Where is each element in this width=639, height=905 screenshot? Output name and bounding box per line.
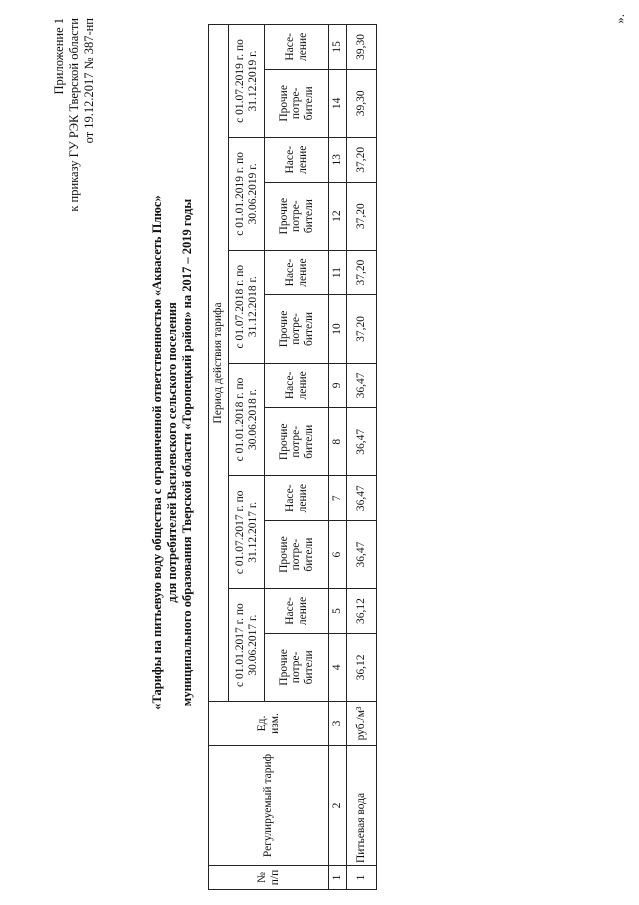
tariff-value: 36,47	[347, 476, 377, 521]
column-number: 15	[329, 25, 347, 70]
header-num: № п/п	[209, 866, 329, 890]
row-number: 1	[347, 866, 377, 890]
tariff-value: 37,20	[347, 295, 377, 363]
tariff-value: 37,20	[347, 250, 377, 295]
subheader-population: Насе- ление	[265, 137, 329, 182]
approval-line-3: от 19.12.2017 № 387-нп	[82, 18, 96, 144]
column-number: 2	[329, 746, 347, 866]
table-row	[347, 25, 377, 890]
tariff-value: 36,47	[347, 520, 377, 588]
column-number: 9	[329, 363, 347, 408]
column-number: 1	[329, 866, 347, 890]
tariff-value: 36,12	[347, 633, 377, 701]
subheader-population: Насе- ление	[265, 363, 329, 408]
header-period: Период действия тарифа	[209, 25, 229, 702]
tariff-value: 36,47	[347, 363, 377, 408]
subheader-other: Прочие потре- бители	[265, 633, 329, 701]
title-line-2: для потребителей Василевского сельского поселения	[165, 302, 179, 603]
approval-block	[52, 18, 97, 248]
period-header: с 01.07.2018 г. по 31.12.2018 г.	[229, 250, 265, 363]
subheader-population: Насе- ление	[265, 476, 329, 521]
column-number: 14	[329, 69, 347, 137]
column-number: 4	[329, 633, 347, 701]
subheader-other: Прочие потре- бители	[265, 408, 329, 476]
approval-line-1: Приложение 1	[52, 18, 66, 95]
approval-line-2: к приказу ГУ РЭК Тверской области	[67, 18, 81, 212]
row-tariff-name: Питьевая вода	[347, 746, 377, 866]
tariff-value: 39,30	[347, 69, 377, 137]
title-line-3: муниципального образования Тверской области «Торопецкий район» на 2017 – 2019 годы	[180, 198, 194, 707]
header-tariff: Регулируемый тариф	[209, 746, 329, 866]
column-number: 5	[329, 589, 347, 634]
column-number: 11	[329, 250, 347, 295]
subheader-other: Прочие потре- бители	[265, 69, 329, 137]
tariff-value: 37,20	[347, 182, 377, 250]
column-number-row	[329, 25, 347, 890]
subheader-population: Насе- ление	[265, 589, 329, 634]
subheader-other: Прочие потре- бители	[265, 295, 329, 363]
column-number: 13	[329, 137, 347, 182]
document-title	[150, 0, 195, 905]
column-number: 8	[329, 408, 347, 476]
column-number: 3	[329, 702, 347, 746]
period-header: с 01.01.2017 г. по 30.06.2017 г.	[229, 589, 265, 702]
title-line-1: «Тарифы на питьевую воду общества с ограниченной ответственностью «Аквасеть Плюс»	[150, 195, 164, 710]
column-number: 7	[329, 476, 347, 521]
tariff-value: 37,20	[347, 137, 377, 182]
row-unit: руб./м³	[347, 702, 377, 746]
header-unit: Ед. изм.	[209, 702, 329, 746]
subheader-other: Прочие потре- бители	[265, 520, 329, 588]
subheader-population: Насе- ление	[265, 250, 329, 295]
subheader-population: Насе- ление	[265, 25, 329, 70]
period-header: с 01.07.2017 г. по 31.12.2017 г.	[229, 476, 265, 589]
closing-quote-mark: ».	[612, 14, 627, 24]
subheader-other: Прочие потре- бители	[265, 182, 329, 250]
column-number: 6	[329, 520, 347, 588]
column-number: 10	[329, 295, 347, 363]
tariff-value: 39,30	[347, 25, 377, 70]
column-number: 12	[329, 182, 347, 250]
period-header: с 01.01.2019 г. по 30.06.2019 г.	[229, 137, 265, 250]
period-header: с 01.07.2019 г. по 31.12.2019 г.	[229, 25, 265, 138]
tariff-value: 36,47	[347, 408, 377, 476]
period-header: с 01.01.2018 г. по 30.06.2018 г.	[229, 363, 265, 476]
tariff-table	[208, 24, 377, 890]
tariff-value: 36,12	[347, 589, 377, 634]
